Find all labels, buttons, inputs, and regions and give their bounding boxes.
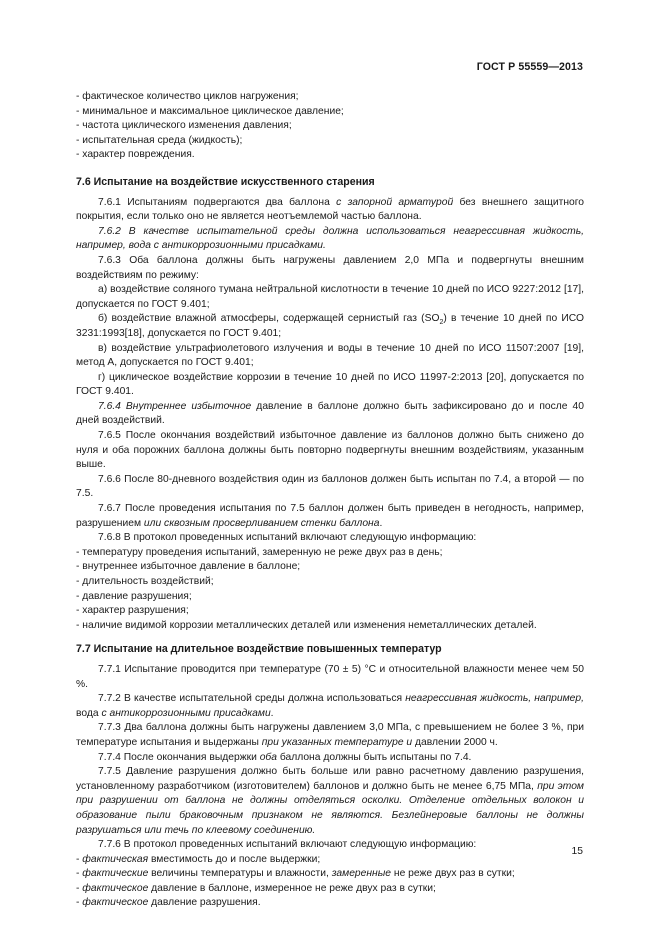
- report-list-7-7: [76, 853, 584, 911]
- paragraph-7-7-2: 7.7.2 В качестве испытательной среды должна использоваться неагрессивная жидкость, например, вода с антикоррозионными присадками.: [76, 693, 584, 719]
- document-id: ГОСТ Р 55559—2013: [476, 61, 583, 73]
- list-item: - фактическое количество циклов нагружения;: [76, 91, 299, 102]
- paragraph-7-6-3: 7.6.3 Оба баллона должны быть нагружены давлением 2,0 МПа и подвергнуты внешним воздействиям по режиму:: [76, 254, 584, 281]
- list-item: - длительность воздействий;: [76, 576, 214, 587]
- paragraph-7-6-3-a: а) воздействие соляного тумана нейтральной кислотности в течение 10 дней по ИСО 9227:2012 [17], допускается по ГОСТ 9.401;: [76, 284, 584, 310]
- paragraph-7-6-4: 7.6.4 Внутреннее избыточное давление в баллоне должно быть зафиксировано до и после 40 дней воздействий.: [76, 400, 584, 427]
- list-item: - частота циклического изменения давления;: [76, 120, 292, 132]
- list-item: - испытательная среда (жидкость);: [76, 134, 243, 146]
- paragraph-7-6-3-d: г) циклическое воздействие коррозии в течение 10 дней по ИСО 11997-2:2013 [20], допускается по ГОСТ 9.401.: [76, 371, 584, 398]
- list-item: - фактическое давление разрушения.: [76, 897, 261, 909]
- paragraph-7-6-1: 7.6.1 Испытаниям подвергаются два баллона с запорной арматурой без внешнего защитного покрытия, если только оно не является неотъемлемой частью баллона.: [76, 196, 584, 223]
- list-item: - минимальное и максимальное циклическое давление;: [76, 105, 344, 117]
- paragraph-7-6-3-c: в) воздействие ультрафиолетового излучения и воды в течение 10 дней по ИСО 11507:2007 [19], метод А, допускается по ГОСТ 9.401;: [76, 342, 584, 369]
- list-item: - фактические величины температуры и влажности, замеренные не реже двух раз в сутки;: [76, 868, 515, 880]
- paragraph-7-6-5: 7.6.5 После окончания воздействий избыточное давление из баллонов должно быть снижено до нуля и оба порожних баллона должны быть повторно подвергнуты внешним воздействиям, указанным выше.: [76, 430, 584, 471]
- list-item: - характер повреждения.: [76, 149, 195, 161]
- list-item: - температуру проведения испытаний, замеренную не реже двух раз в день;: [76, 546, 443, 558]
- paragraph-7-7-1: 7.7.1 Испытание проводится при температуре (70 ± 5) °С и относительной влажности менее чем 50 %.: [76, 663, 584, 690]
- section-7-7-title: 7.7 Испытание на длительное воздействие повышенных температур: [76, 643, 442, 656]
- paragraph-7-7-3: 7.7.3 Два баллона должны быть нагружены давлением 3,0 МПа, с превышением не более 3 %, при температуре испытания и выдержаны при указанных температуре и давлении 2000 ч.: [76, 722, 584, 748]
- list-item: - давление разрушения;: [76, 590, 192, 602]
- page-content: [76, 90, 584, 911]
- section-7-6-title: 7.6 Испытание на воздействие искусственного старения: [76, 175, 375, 188]
- paragraph-7-7-4: 7.7.4 После окончания выдержки оба баллона должны быть испытаны по 7.4.: [98, 751, 472, 763]
- list-item: - внутреннее избыточное давление в баллоне;: [76, 561, 301, 573]
- report-list-7-6: [76, 546, 584, 634]
- list-item: - фактическая вместимость до и после выдержки;: [76, 853, 321, 865]
- paragraph-7-7-5: 7.7.5 Давление разрушения должно быть больше или равно расчетному давлению разрушения, установленному разработчиком (изготовителем) баллонов и должно быть не менее 6,75 МПа, при этом при разрушении от баллона не должны отделяться осколки. Отделение отдельных волокон и образование пыли браковочным признаком не являются. Безлейнеровые баллоны не должны разрушаться или течь по клеевому соединению.: [76, 766, 584, 836]
- paragraph-7-6-7: 7.6.7 После проведения испытания по 7.5 баллон должен быть приведен в негодность, например, разрушением или сквозным просверливанием стенки баллона.: [76, 503, 584, 529]
- paragraph-7-6-3-b: б) воздействие влажной атмосферы, содержащей сернистый газ $(SO_2)$ в течение 10 дней по ИСО 3231:1993[18], допускается по ГОСТ 9.401;: [76, 313, 584, 339]
- intro-list: [76, 90, 584, 163]
- list-item: - наличие видимой коррозии металлических деталей или изменения неметаллических деталей.: [76, 619, 537, 631]
- list-item: - характер разрушения;: [76, 605, 189, 617]
- paragraph-7-6-2: 7.6.2 В качестве испытательной среды должна использоваться неагрессивная жидкость, например, вода с антикоррозионными присадками.: [76, 225, 584, 252]
- page-number: 15: [571, 846, 583, 857]
- paragraph-7-7-6: 7.7.6 В протокол проведенных испытаний включают следующую информацию:: [98, 839, 477, 851]
- paragraph-7-6-8: 7.6.8 В протокол проведенных испытаний включают следующую информацию:: [98, 532, 477, 544]
- paragraph-7-6-6: 7.6.6 После 80-дневного воздействия один из баллонов должен быть испытан по 7.4, а второй — по 7.5.: [76, 473, 584, 500]
- list-item: - фактическое давление в баллоне, измеренное не реже двух раз в сутки;: [76, 882, 436, 894]
